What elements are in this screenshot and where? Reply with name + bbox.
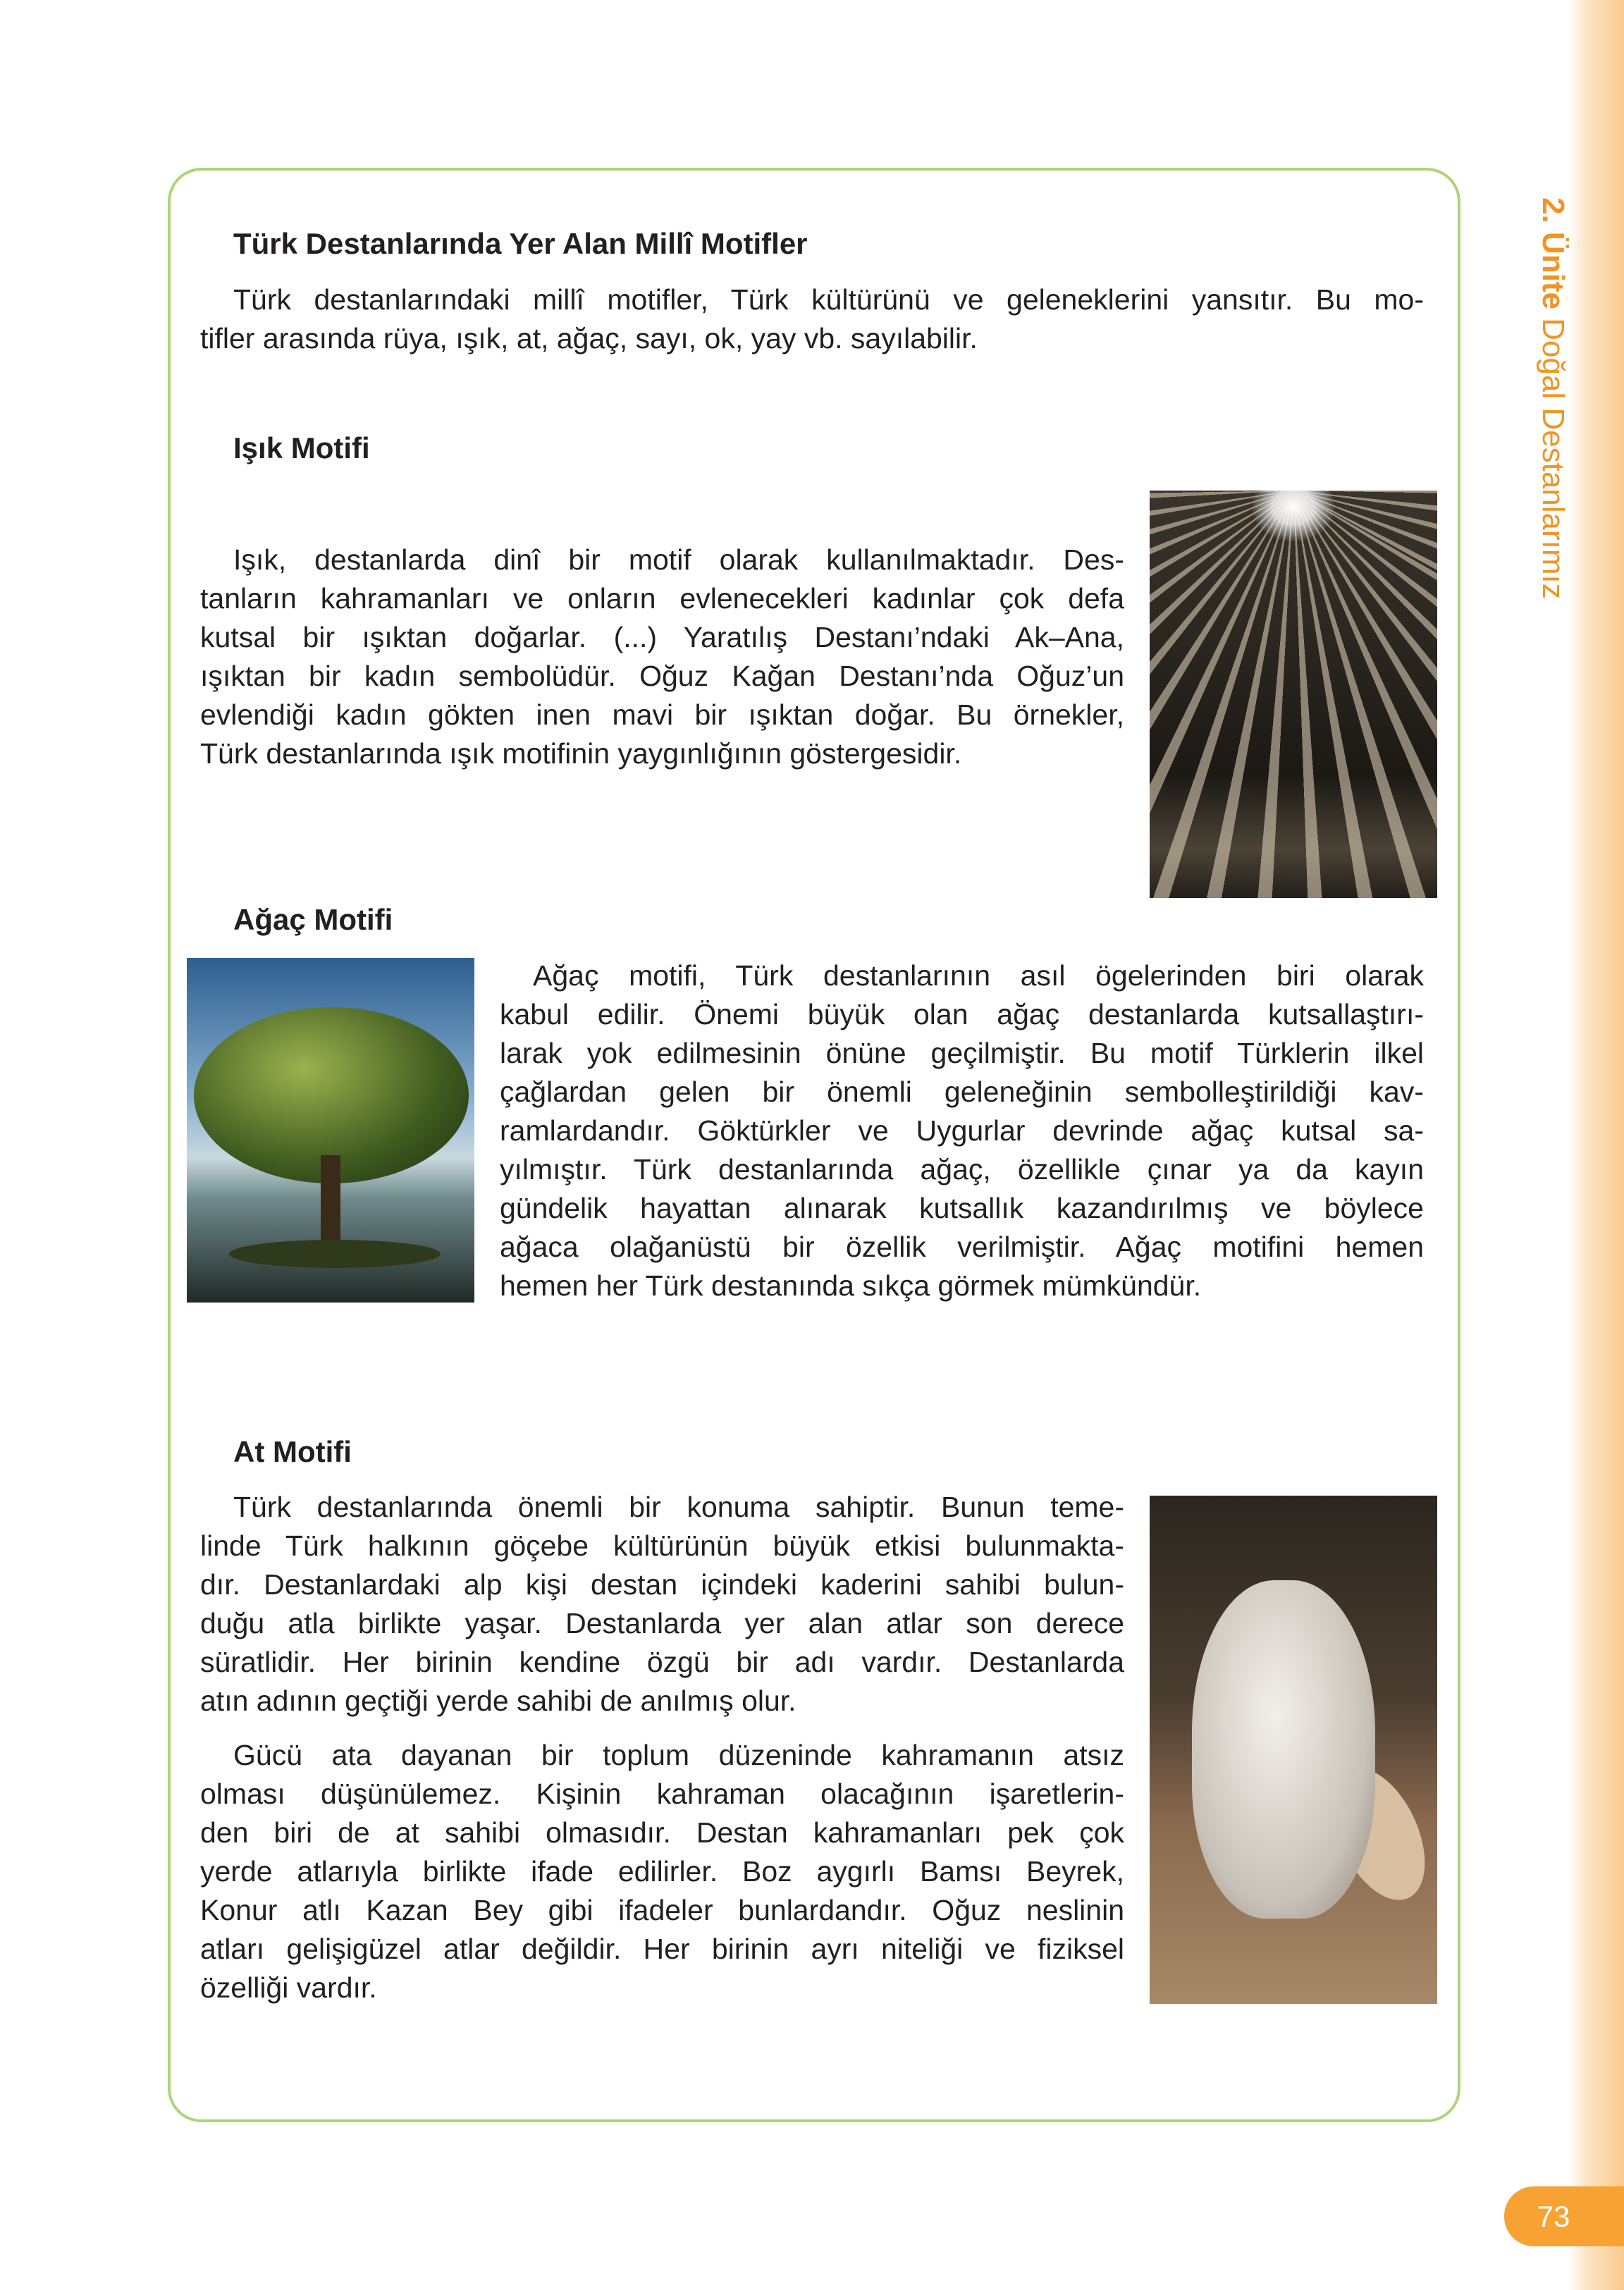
text-line: Ağaç motifi, Türk destanlarının asıl ögelerinden biri olarak	[533, 959, 1424, 992]
text-line: yerde atlarıyla birlikte ifade edilirler. Boz aygırlı Bamsı Beyrek,	[200, 1855, 1124, 1888]
tree-image	[187, 958, 474, 1303]
text-line: Işık, destanlarda dinî bir motif olarak kullanılmaktadır. Des-	[233, 543, 1124, 576]
text-line: olması düşünülemez. Kişinin kahraman olacağının işaretlerin-	[200, 1778, 1124, 1810]
text-line: atın adının geçtiği yerde sahibi de anılmış olur.	[200, 1685, 796, 1717]
text-line: gündelik hayattan alınarak kutsallık kazandırılmış ve böylece	[500, 1192, 1424, 1224]
text-line: tifler arasında rüya, ışık, at, ağaç, sayı, ok, yay vb. sayılabilir.	[200, 322, 978, 355]
heading-at: At Motifi	[233, 1435, 352, 1468]
text-line: ışıktan bir kadın sembolüdür. Oğuz Kağan Destanı’nda Oğuz’un	[200, 660, 1124, 692]
unit-label	[1535, 197, 1570, 599]
agac-paragraph	[500, 956, 1424, 1305]
text-line: özelliği vardır.	[200, 1971, 377, 2004]
text-line: kutsal bir ışıktan doğarlar. (...) Yaratılış Destanı’ndaki Ak–Ana,	[200, 621, 1124, 653]
text-line: süratlidir. Her birinin kendine özgü bir adı vardır. Destanlarda	[200, 1646, 1124, 1678]
text-line: Türk destanlarındaki millî motifler, Türk kültürünü ve geleneklerini yansıtır. Bu mo-	[233, 283, 1424, 316]
text-line: atları gelişigüzel atlar değildir. Her birinin ayrı niteliği ve fiziksel	[200, 1933, 1124, 1965]
at-paragraph-2	[200, 1736, 1124, 2007]
heading-isik: Işık Motifi	[233, 431, 370, 464]
text-line: ramlardandır. Göktürkler ve Uygurlar devrinde ağaç kutsal sa-	[500, 1114, 1424, 1147]
heading-agac: Ağaç Motifi	[233, 903, 393, 936]
text-line: linde Türk halkının göçebe kültürünün büyük etkisi bulunmakta-	[200, 1529, 1124, 1562]
text-line: kabul edilir. Önemi büyük olan ağaç destanlarda kutsallaştırı-	[500, 998, 1424, 1030]
text-line: larak yok edilmesinin önüne geçilmiştir. Bu motif Türklerin ilkel	[500, 1037, 1424, 1069]
text-line: den biri de at sahibi olmasıdır. Destan kahramanları pek çok	[200, 1816, 1124, 1849]
text-line: Türk destanlarında ışık motifinin yaygınlığının göstergesidir.	[200, 737, 962, 770]
text-line: ağaca olağanüstü bir özellik verilmiştir. Ağaç motifini hemen	[500, 1231, 1424, 1263]
unit-number: 2. Ünite	[1536, 197, 1570, 309]
intro-paragraph	[200, 281, 1424, 358]
text-line: duğu atla birlikte yaşar. Destanlarda yer alan atlar son derece	[200, 1607, 1124, 1639]
at-paragraph-1	[200, 1488, 1124, 1720]
text-line: çağlardan gelen bir önemli geleneğinin sembolleştirildiği kav-	[500, 1076, 1424, 1108]
text-line: evlendiği kadın gökten inen mavi bir ışıktan doğar. Bu örnekler,	[200, 698, 1124, 731]
page-title: Türk Destanlarında Yer Alan Millî Motifler	[233, 227, 808, 260]
text-line: tanların kahramanları ve onların evlenecekleri kadınlar çok defa	[200, 582, 1124, 615]
light-rays-image	[1150, 491, 1437, 898]
text-line: Gücü ata dayanan bir toplum düzeninde kahramanın atsız	[233, 1739, 1124, 1771]
isik-paragraph	[200, 541, 1124, 773]
horse-image	[1150, 1496, 1437, 2004]
text-line: Konur atlı Kazan Bey gibi ifadeler bunlardandır. Oğuz neslinin	[200, 1894, 1124, 1926]
page-number: 73	[1504, 2186, 1624, 2246]
text-line: hemen her Türk destanında sıkça görmek mümkündür.	[500, 1269, 1202, 1302]
text-line: yılmıştır. Türk destanlarında ağaç, özellikle çınar ya da kayın	[500, 1153, 1424, 1186]
text-line: Türk destanlarında önemli bir konuma sahiptir. Bunun teme-	[233, 1491, 1124, 1523]
text-line: dır. Destanlardaki alp kişi destan içindeki kaderini sahibi bulun-	[200, 1568, 1124, 1601]
unit-title: Doğal Destanlarımız	[1536, 318, 1570, 599]
side-stripe	[1568, 0, 1624, 2290]
